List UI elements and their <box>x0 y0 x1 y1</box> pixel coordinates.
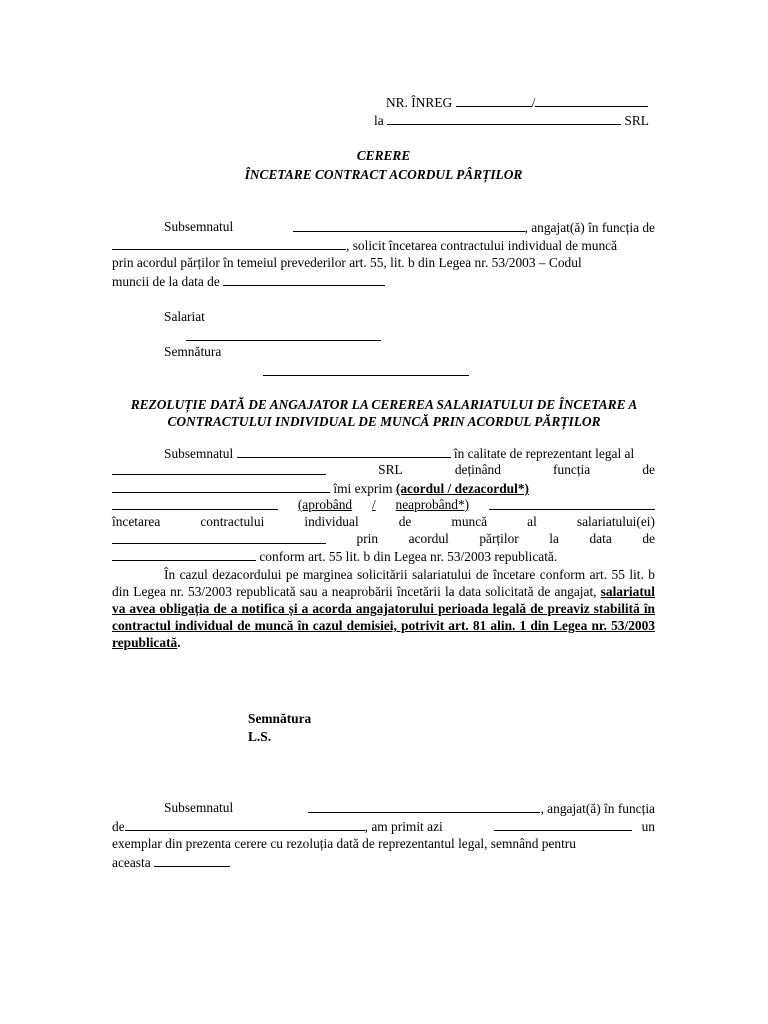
employer-semnatura: Semnătura <box>248 711 312 726</box>
word: de <box>398 514 412 529</box>
res-detinand: deținând <box>454 462 501 477</box>
dezacord-end: . <box>177 635 181 650</box>
request-line-2 <box>112 237 655 254</box>
word: contractului <box>200 514 265 529</box>
res-company-blank <box>112 462 326 475</box>
res-name-blank <box>237 445 451 458</box>
word: salariatului(ei) <box>576 514 655 529</box>
receipt-line-3: exemplar din prezenta cerere cu rezoluția dată de reprezentantul legal, semnând pentru <box>112 836 576 851</box>
word: de <box>642 531 655 546</box>
rec-un: un <box>641 819 655 834</box>
word: data <box>589 531 612 546</box>
title-incetare: ÎNCETARE CONTRACT ACORDUL PÂRȚILOR <box>244 167 523 182</box>
res-aprobare-3: neaprobând*) <box>395 497 470 512</box>
word: individual <box>304 514 359 529</box>
rec-angajat: , angajat(ă) în funcția <box>540 801 655 816</box>
request-line-3: prin acordul părților în temeiul prevederilor art. 55, lit. b din Legea nr. 53/2003 – Codul <box>112 255 582 270</box>
rec-de: de <box>112 819 125 834</box>
resolution-line-2 <box>112 462 655 478</box>
rec-name-blank <box>308 800 540 813</box>
function-blank <box>112 237 346 250</box>
resolution-title-1: REZOLUȚIE DATĂ DE ANGAJATOR LA CEREREA SALARIATULUI DE ÎNCETARE A <box>130 397 638 412</box>
request-line-4 <box>112 273 385 290</box>
dezacord-bold: salariatul va avea obligația de a notifica și a acorda angajatorului perioada legală de preaviz stabilită în contractul individual de muncă în cazul demisiei, potrivit art. 81 alin. 1 din Legea nr. 53/2003 republicată <box>112 584 655 650</box>
res-acordul: (acordul / dezacordul*) <box>395 481 530 496</box>
semnatura-label: Semnătura <box>164 344 222 359</box>
dezacord-text: În cazul dezacordului pe marginea solicitării salariatului de încetare conform art. 55 lit. b din Legea nr. 53/2003 republicată sau a neaprobării încetării la data solicitată de angajat, <box>112 567 655 599</box>
word: muncă <box>451 514 488 529</box>
word: al <box>527 514 537 529</box>
res-aprobare-1: (aprobând <box>297 497 353 512</box>
title-cerere: CERERE <box>356 148 411 163</box>
res-employee-blank <box>112 531 326 544</box>
receipt-line-2 <box>112 818 655 835</box>
resolution-line-3 <box>112 480 529 497</box>
nr-date-blank <box>535 94 648 107</box>
registration-number-line <box>386 94 648 111</box>
salariat-signature-line <box>186 328 381 345</box>
nr-slash: / <box>531 95 536 110</box>
resolution-line-1 <box>164 445 634 462</box>
res-subsemnatul: Subsemnatul <box>164 446 234 461</box>
res-date-blank <box>112 548 256 561</box>
res-blank-4b <box>489 497 655 510</box>
subsemnatul-label: Subsemnatul <box>164 219 234 234</box>
receipt-line-4 <box>112 854 230 871</box>
resolution-line-7 <box>112 548 557 565</box>
resolution-line-4 <box>112 497 655 513</box>
srl-label: SRL <box>624 113 649 128</box>
res-aprobare-2: / <box>371 497 376 512</box>
receipt-line-1 <box>164 800 655 817</box>
rec-aceasta: aceasta <box>112 855 151 870</box>
res-de: de <box>642 462 655 477</box>
solicit-text: , solicit încetarea contractului individual de muncă <box>346 238 618 253</box>
date-blank <box>223 273 385 286</box>
word: la <box>549 531 559 546</box>
nr-blank <box>456 94 532 107</box>
res-functia: funcția <box>553 462 591 477</box>
company-blank <box>387 112 621 125</box>
rec-signature-blank <box>154 854 230 867</box>
word: prin <box>356 531 379 546</box>
request-line-1 <box>164 219 655 236</box>
data-label: muncii de la data de <box>112 274 220 289</box>
rec-am-primit: , am primit azi <box>364 819 443 834</box>
rec-subsemnatul: Subsemnatul <box>164 800 234 815</box>
la-label: la <box>374 113 384 128</box>
employer-ls: L.S. <box>248 729 272 744</box>
resolution-title-2: CONTRACTULUI INDIVIDUAL DE MUNCĂ PRIN ACORDUL PĂRȚILOR <box>167 414 601 429</box>
word: acordul <box>408 531 449 546</box>
res-imi-exprim: îmi exprim <box>333 481 393 496</box>
word: părților <box>479 531 519 546</box>
name-blank <box>293 219 525 232</box>
semnatura-line <box>263 363 469 380</box>
salariat-label: Salariat <box>164 309 205 324</box>
res-calitate: în calitate de reprezentant legal al <box>453 446 635 461</box>
dezacord-paragraph <box>112 566 655 651</box>
res-srl: SRL <box>378 462 403 477</box>
rec-date-blank <box>494 818 632 831</box>
word: încetarea <box>112 514 161 529</box>
company-line <box>374 112 649 129</box>
resolution-line-6 <box>112 531 655 547</box>
nr-label: NR. ÎNREG <box>386 95 453 110</box>
res-conform: conform art. 55 lit. b din Legea nr. 53/2003 republicată. <box>259 549 558 564</box>
resolution-line-5 <box>112 514 655 530</box>
res-function-blank <box>112 480 330 493</box>
angajat-text: , angajat(ă) în funcția de <box>524 220 655 235</box>
rec-function-blank <box>125 818 365 831</box>
res-blank-4a <box>112 497 278 510</box>
